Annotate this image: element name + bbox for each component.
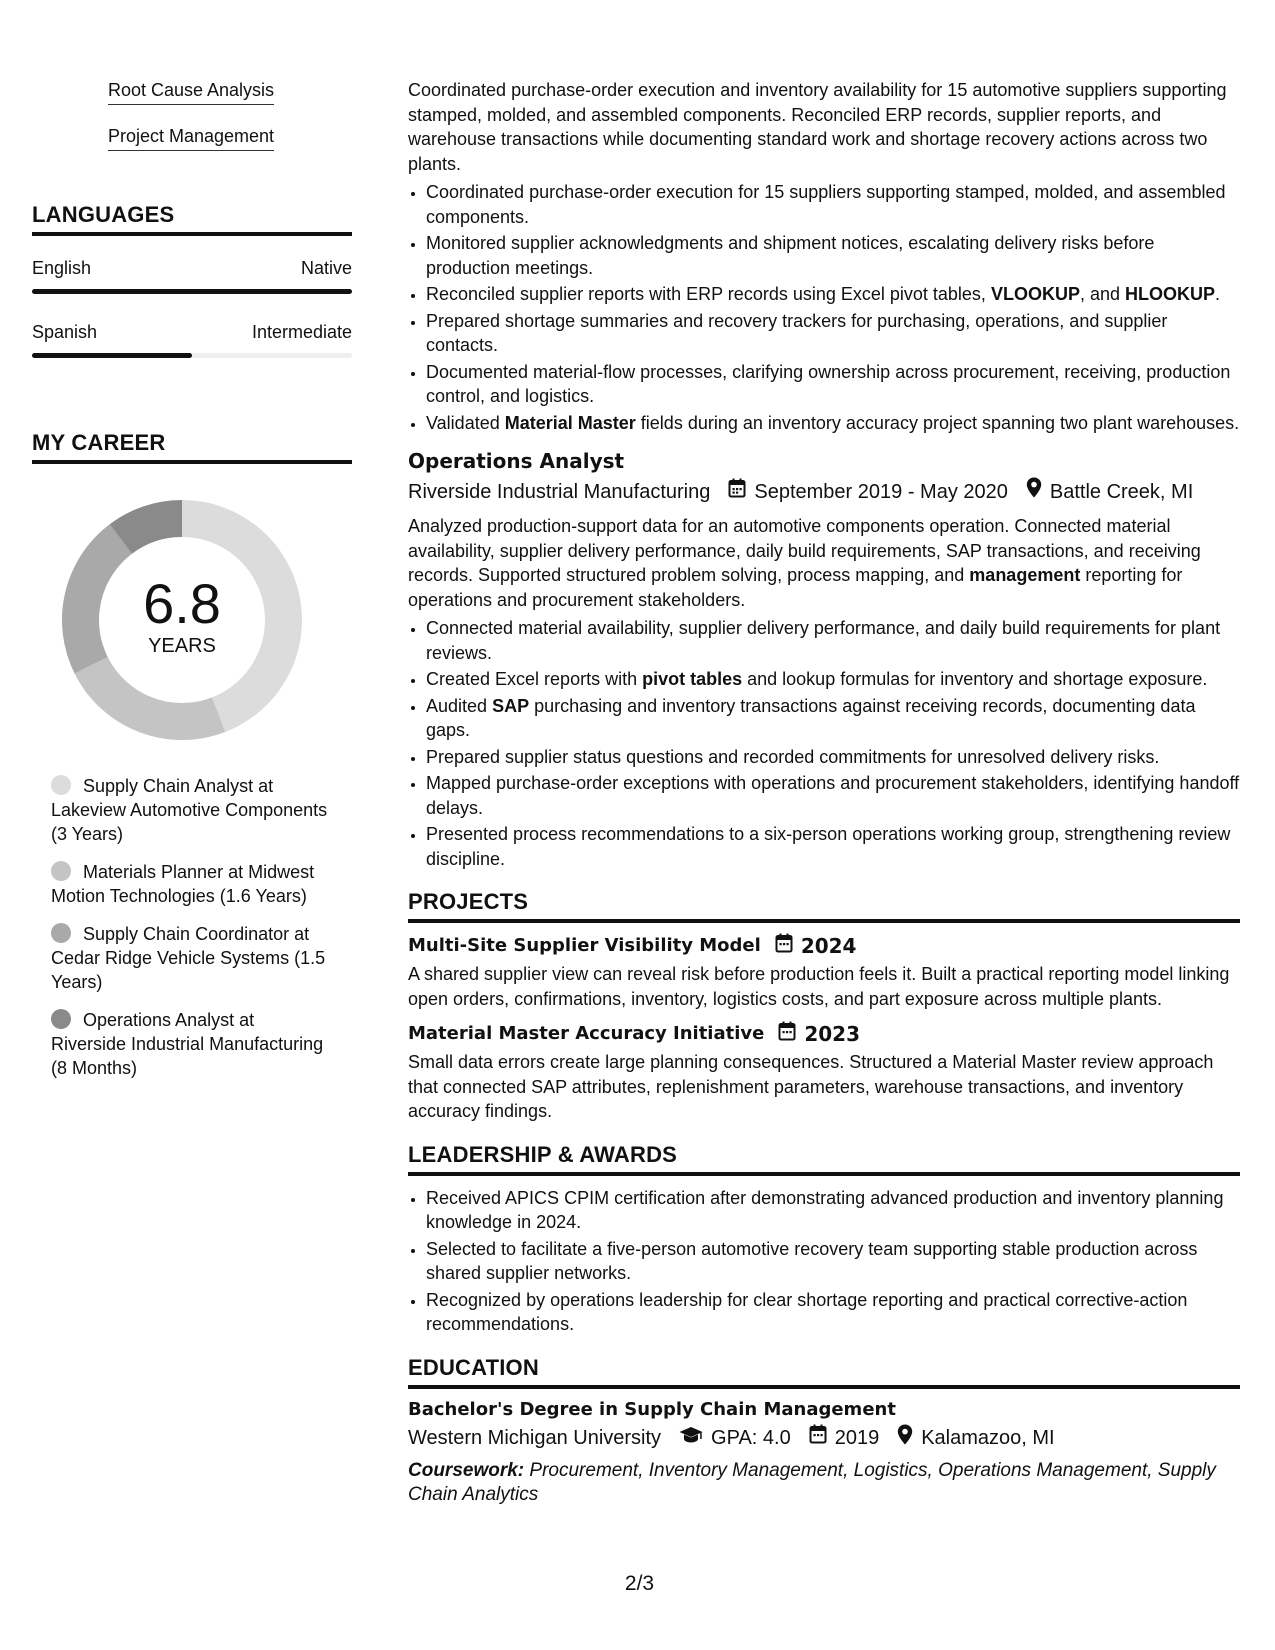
job-bullet: • Coordinated purchase-order execution for 15 suppliers supporting stamped, molded, and assembled components. bbox=[426, 180, 1240, 229]
degree-title: Bachelor's Degree in Supply Chain Management bbox=[408, 1398, 896, 1420]
languages-heading: LANGUAGES bbox=[32, 202, 352, 236]
job-bullet: • Created Excel reports with pivot tables and lookup formulas for inventory and shortage exposure. bbox=[426, 667, 1240, 692]
job-bullet: • Mapped purchase-order exceptions with operations and procurement stakeholders, identifying handoff delays. bbox=[426, 771, 1240, 820]
project-description: A shared supplier view can reveal risk before production feels it. Built a practical reporting model linking open orders, confirmations, inventory, logistics costs, and part exposure across multiple plants. bbox=[408, 964, 1230, 1009]
coursework-list: Procurement, Inventory Management, Logistics, Operations Management, Supply Chain Analytics bbox=[408, 1459, 1216, 1505]
school-name: Western Michigan University bbox=[408, 1427, 662, 1449]
job-bullet: • Reconciled supplier reports with ERP records using Excel pivot tables, VLOOKUP, and HLOOKUP. bbox=[426, 282, 1240, 307]
leadership-bullet: • Selected to facilitate a five-person automotive recovery team supporting stable production across shared supplier networks. bbox=[426, 1237, 1240, 1286]
job-bullet: • Connected material availability, supplier delivery performance, and daily build requirements for plant reviews. bbox=[426, 616, 1240, 665]
project-entry bbox=[408, 933, 1240, 1011]
project-year: 2024 bbox=[800, 933, 857, 958]
main-content bbox=[408, 78, 1240, 1507]
calendar-icon bbox=[775, 933, 793, 958]
leadership-heading: LEADERSHIP & AWARDS bbox=[408, 1142, 1240, 1176]
job-title: Operations Analyst bbox=[408, 449, 625, 473]
language-name: English bbox=[32, 258, 92, 278]
job-bullet: • Prepared shortage summaries and recovery trackers for purchasing, operations, and supplier contacts. bbox=[426, 309, 1240, 358]
career-heading: MY CAREER bbox=[32, 430, 352, 464]
education-entry bbox=[408, 1399, 1240, 1507]
project-entry bbox=[408, 1021, 1240, 1124]
gpa: GPA: 4.0 bbox=[711, 1427, 791, 1449]
skill-tags bbox=[32, 78, 352, 170]
career-legend-item bbox=[51, 1008, 331, 1080]
project-title: Multi-Site Supplier Visibility Model bbox=[408, 935, 761, 956]
experience-entry bbox=[408, 449, 1240, 871]
job-summary: Coordinated purchase-order execution and inventory availability for 15 automotive suppliers supporting stamped, molded, and assembled components. Reconciled ERP records, supplier reports, and warehouse transactions while documenting standard work and shortage recovery actions across two plants. bbox=[408, 80, 1227, 174]
graduation-cap-icon bbox=[679, 1424, 703, 1452]
skill-tag: Project Management bbox=[108, 124, 274, 151]
career-total-value: 6.8 bbox=[143, 572, 221, 635]
language-proficiency-bar bbox=[32, 353, 352, 358]
page-number: 2/3 bbox=[624, 1572, 655, 1595]
project-year: 2023 bbox=[804, 1021, 860, 1046]
job-bullets bbox=[408, 180, 1240, 435]
legend-dot bbox=[51, 1009, 71, 1029]
calendar-icon bbox=[778, 1021, 796, 1046]
leadership-bullets bbox=[408, 1186, 1240, 1337]
job-bullets bbox=[408, 616, 1240, 871]
map-pin-icon bbox=[897, 1424, 913, 1453]
job-meta bbox=[408, 477, 1240, 506]
map-pin-icon bbox=[1026, 477, 1042, 506]
graduation-year: 2019 bbox=[834, 1427, 880, 1449]
calendar-icon bbox=[728, 478, 746, 506]
language-level: Native bbox=[300, 258, 352, 278]
experience-entry bbox=[408, 78, 1240, 435]
career-legend-text: Materials Planner at Midwest Motion Technologies (1.6 Years) bbox=[51, 862, 315, 906]
project-title: Material Master Accuracy Initiative bbox=[408, 1023, 765, 1044]
legend-dot bbox=[51, 861, 71, 881]
legend-dot bbox=[51, 775, 71, 795]
job-bullet: • Presented process recommendations to a six-person operations working group, strengthening review discipline. bbox=[426, 822, 1240, 871]
company-name: Riverside Industrial Manufacturing bbox=[408, 480, 711, 503]
education-heading: EDUCATION bbox=[408, 1355, 1240, 1389]
education-meta bbox=[408, 1424, 1240, 1453]
projects-heading: PROJECTS bbox=[408, 889, 1240, 923]
language-proficiency-fill bbox=[32, 289, 352, 294]
career-total-unit: YEARS bbox=[148, 635, 216, 657]
career-legend bbox=[51, 774, 352, 1080]
leadership-bullet: • Recognized by operations leadership for clear shortage reporting and practical corrective-action recommendations. bbox=[426, 1288, 1240, 1337]
job-bullet: • Audited SAP purchasing and inventory transactions against receiving records, documenting data gaps. bbox=[426, 694, 1240, 743]
job-dates: September 2019 - May 2020 bbox=[754, 480, 1008, 503]
career-legend-item bbox=[51, 860, 331, 908]
language-level: Intermediate bbox=[251, 322, 352, 342]
job-summary: Analyzed production-support data for an automotive components operation. Connected material availability, supplier delivery performance, daily build requirements, SAP transactions, and receiving records. Supported structured problem solving, process mapping, and management reporting for operations and procurement stakeholders. bbox=[408, 516, 1201, 610]
sidebar bbox=[32, 78, 352, 1094]
coursework-label: Coursework: bbox=[408, 1459, 525, 1481]
career-legend-item bbox=[51, 922, 331, 994]
language-item bbox=[32, 258, 352, 294]
legend-dot bbox=[51, 923, 71, 943]
calendar-icon bbox=[809, 1424, 827, 1452]
career-donut-chart bbox=[62, 500, 302, 740]
school-location: Kalamazoo, MI bbox=[921, 1427, 1055, 1449]
career-legend-text: Supply Chain Coordinator at Cedar Ridge Vehicle Systems (1.5 Years) bbox=[51, 924, 326, 992]
language-item bbox=[32, 322, 352, 358]
skill-tag: Root Cause Analysis bbox=[108, 78, 274, 105]
leadership-bullet: • Received APICS CPIM certification after demonstrating advanced production and inventory planning knowledge in 2024. bbox=[426, 1186, 1240, 1235]
job-bullet: • Prepared supplier status questions and recorded commitments for unresolved delivery risks. bbox=[426, 745, 1240, 770]
career-legend-item bbox=[51, 774, 331, 846]
job-bullet: • Monitored supplier acknowledgments and shipment notices, escalating delivery risks before production meetings. bbox=[426, 231, 1240, 280]
coursework bbox=[408, 1459, 1240, 1507]
job-bullet: • Validated Material Master fields during an inventory accuracy project spanning two plant warehouses. bbox=[426, 411, 1240, 436]
job-location: Battle Creek, MI bbox=[1049, 480, 1194, 503]
language-proficiency-fill bbox=[32, 353, 192, 358]
project-description: Small data errors create large planning consequences. Structured a Material Master review approach that connected SAP attributes, replenishment parameters, warehouse transactions, and inventory accuracy findings. bbox=[408, 1052, 1214, 1121]
career-legend-text: Supply Chain Analyst at Lakeview Automotive Components (3 Years) bbox=[51, 776, 328, 844]
career-legend-text: Operations Analyst at Riverside Industrial Manufacturing (8 Months) bbox=[51, 1010, 324, 1078]
job-bullet: • Documented material-flow processes, clarifying ownership across procurement, receiving, production control, and logistics. bbox=[426, 360, 1240, 409]
language-proficiency-bar bbox=[32, 289, 352, 294]
language-name: Spanish bbox=[32, 322, 98, 342]
